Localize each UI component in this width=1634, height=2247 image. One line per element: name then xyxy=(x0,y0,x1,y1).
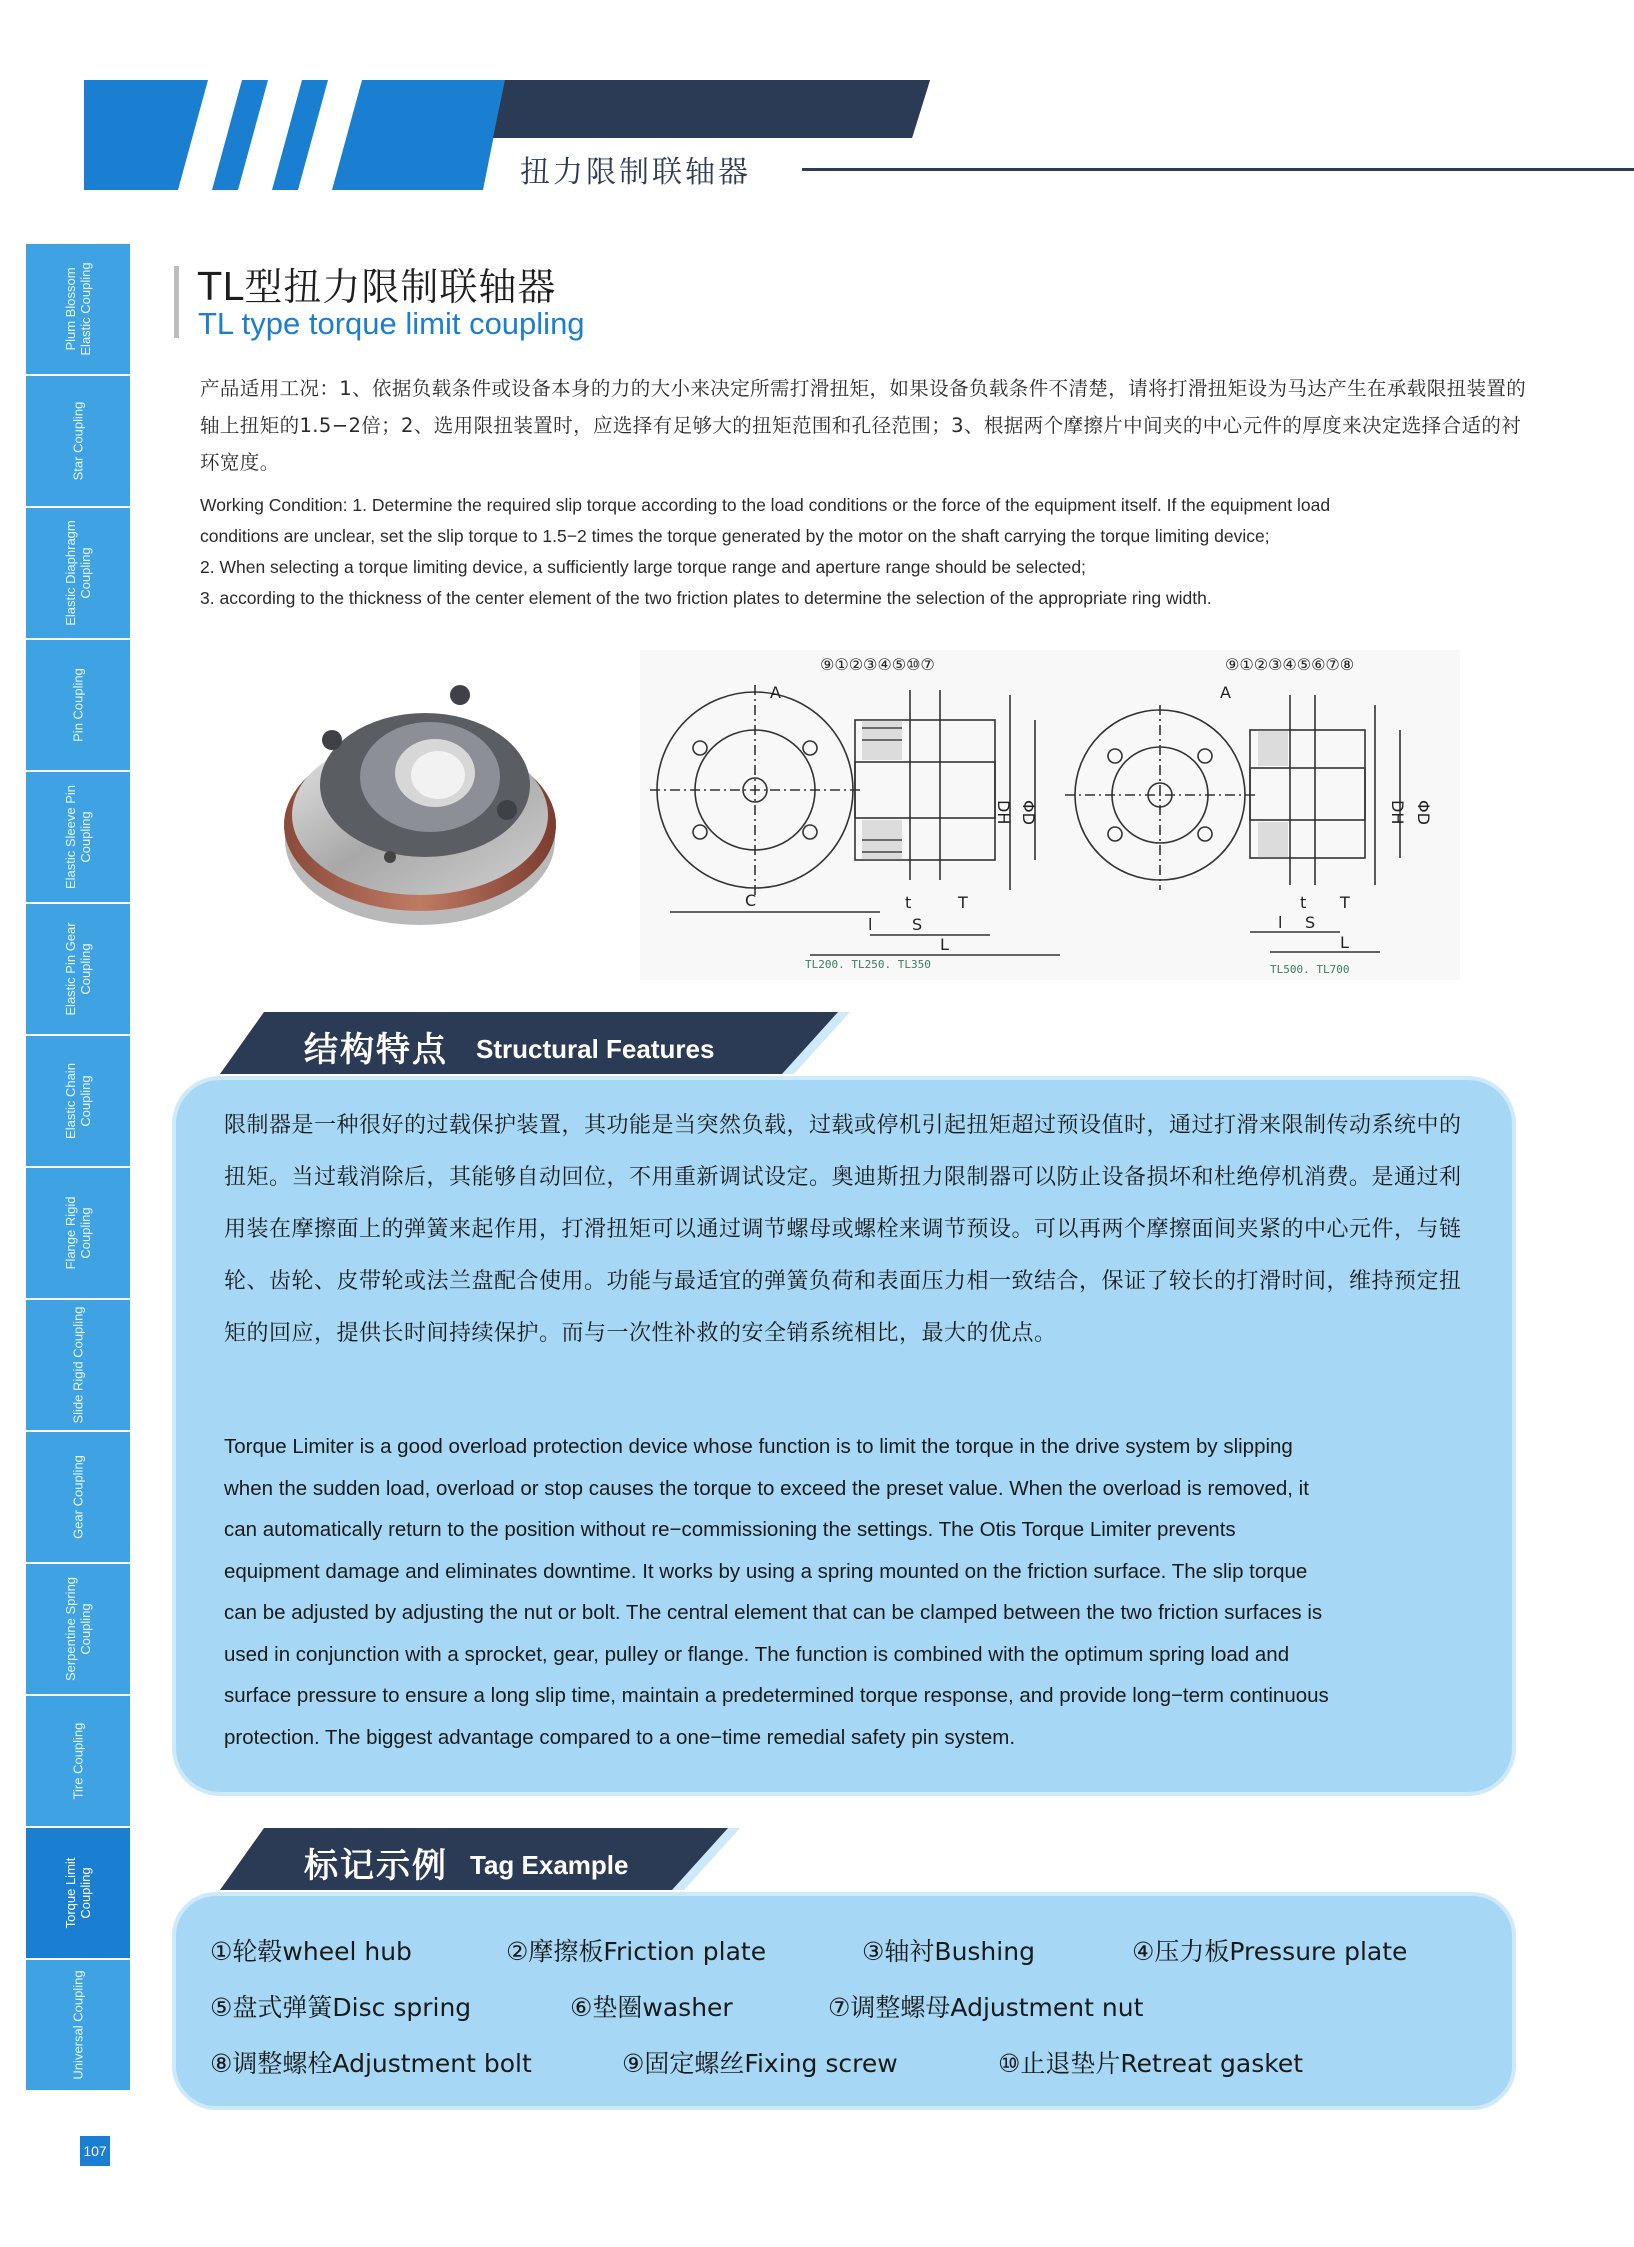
sidebar-item-label: Elastic Diaphragm Coupling xyxy=(63,520,93,626)
tag-item-disc-spring: ⑤盘式弹簧Disc spring xyxy=(210,1993,472,2022)
sidebar-item-tire[interactable] xyxy=(26,1696,130,1826)
drawing-graphic xyxy=(640,650,1460,980)
page-subtitle: TL type torque limit coupling xyxy=(198,306,585,341)
sidebar-item-label: Gear Coupling xyxy=(70,1455,86,1539)
dim-l-right: L xyxy=(1340,933,1349,952)
features-line: can be adjusted by adjusting the nut or bolt. The central element that can be clamped between the two friction surfaces is xyxy=(224,1601,1323,1624)
sidebar-nav xyxy=(26,244,130,2092)
product-photo xyxy=(270,665,570,935)
sidebar-item-label: Pin Coupling xyxy=(70,668,86,742)
sidebar-item-flange-rigid[interactable] xyxy=(26,1168,130,1298)
tags-heading-cn: 标记示例 xyxy=(304,1846,448,1886)
sidebar-item-label: Elastic Pin Gear Coupling xyxy=(63,922,93,1016)
sidebar-item-torque-limit[interactable] xyxy=(26,1828,130,1958)
sidebar-item-label: Tire Coupling xyxy=(70,1722,86,1800)
dim-t-left: t xyxy=(905,893,912,912)
tag-item-adjustment-bolt: ⑧调整螺栓Adjustment bolt xyxy=(210,2049,532,2078)
sidebar-item-elastic-chain[interactable] xyxy=(26,1036,130,1166)
features-heading-en: Structural Features xyxy=(476,1034,715,1064)
tag-item-wheel-hub: ①轮毂wheel hub xyxy=(210,1937,412,1966)
intro-line: 2. When selecting a torque limiting device, a sufficiently large torque range and aperture range should be selected; xyxy=(200,557,1086,577)
sidebar-item-serpentine-spring[interactable] xyxy=(26,1564,130,1694)
callout-numbers-right: ⑨①②③④⑤⑥⑦⑧ xyxy=(1225,655,1355,674)
features-line: surface pressure to ensure a long slip time, maintain a predetermined torque response, and provide long−term continuous xyxy=(224,1684,1329,1707)
sidebar-item-elastic-pin-gear[interactable] xyxy=(26,904,130,1034)
features-line: can automatically return to the position without re−commissioning the settings. The Otis Torque Limiter prevents xyxy=(224,1518,1236,1541)
technical-drawings xyxy=(640,650,1460,980)
dim-d-right: ΦD xyxy=(1414,800,1433,825)
callout-numbers-left: ⑨①②③④⑤⑩⑦ xyxy=(820,655,935,674)
sidebar-item-pin[interactable] xyxy=(26,640,130,770)
sidebar-item-universal[interactable] xyxy=(26,1960,130,2090)
features-line: equipment damage and eliminates downtime. It works by using a spring mounted on the friction surface. The slip torque xyxy=(224,1559,1308,1583)
features-line: protection. The biggest advantage compared to a one−time remedial safety pin system. xyxy=(224,1725,1016,1749)
tag-item-washer: ⑥垫圈washer xyxy=(570,1993,733,2022)
model-label-right: TL500. TL700 xyxy=(1270,963,1350,976)
sidebar-item-label: Star Coupling xyxy=(70,401,86,481)
intro-line: 3. according to the thickness of the center element of the two friction plates to determine the selection of the appropriate ring width. xyxy=(200,588,1212,608)
sidebar-item-plum-blossom[interactable] xyxy=(26,244,130,374)
sidebar-item-label: Flange Rigid Coupling xyxy=(63,1196,93,1270)
sidebar-item-label: Slide Rigid Coupling xyxy=(70,1306,86,1424)
dim-dh-left: DH xyxy=(994,800,1013,825)
header-title: 扭力限制联轴器 xyxy=(520,155,751,190)
dim-l-small-left: l xyxy=(868,915,873,934)
features-line: when the sudden load, overload or stop causes the torque to exceed the preset value. When the overload is removed, it xyxy=(224,1476,1309,1500)
features-line: Torque Limiter is a good overload protection device whose function is to limit the torque in the drive system by slipping xyxy=(224,1435,1293,1458)
dim-T-right: T xyxy=(1340,893,1350,912)
features-heading-cn: 结构特点 xyxy=(304,1030,448,1070)
header-banner xyxy=(0,0,1634,200)
dim-dh-right: DH xyxy=(1388,800,1407,825)
sidebar-item-label: Serpentine Spring Coupling xyxy=(63,1576,93,1682)
dim-c: C xyxy=(745,891,757,910)
features-heading xyxy=(220,1012,850,1074)
sidebar-item-label: Elastic Chain Coupling xyxy=(63,1063,93,1139)
features-panel xyxy=(172,1076,1516,1796)
dim-l-small-right: l xyxy=(1278,913,1283,932)
tags-heading xyxy=(220,1828,740,1890)
sidebar-item-gear[interactable] xyxy=(26,1432,130,1562)
sidebar-item-star[interactable] xyxy=(26,376,130,506)
dim-l-left: L xyxy=(940,935,949,954)
dim-T-left: T xyxy=(958,893,968,912)
intro-line: Working Condition: 1. Determine the required slip torque according to the load conditions or the force of the equipment itself. If the equipment load xyxy=(200,495,1331,515)
intro-text-en xyxy=(200,490,1540,614)
model-label-left: TL200. TL250. TL350 xyxy=(805,958,931,971)
dim-s-right: S xyxy=(1305,913,1316,932)
sidebar-item-label: Torque Limit Coupling xyxy=(63,1857,93,1929)
sidebar-item-elastic-diaphragm[interactable] xyxy=(26,508,130,638)
sidebar-item-slide-rigid[interactable] xyxy=(26,1300,130,1430)
features-text-cn: 限制器是一种很好的过载保护装置，其功能是当突然负载，过载或停机引起扭矩超过预设值时，通过打滑来限制传动系统中的扭矩。当过载消除后，其能够自动回位，不用重新调试设定。奥迪斯扭力限制器可以防止设备损坏和杜绝停机消费。是通过利用装在摩擦面上的弹簧来起作用，打滑扭矩可以通过调节螺母或螺栓来调节预设。可以再两个摩擦面间夹紧的中心元件，与链轮、齿轮、皮带轮或法兰盘配合使用。功能与最适宜的弹簧负荷和表面压力相一致结合，保证了较长的打滑时间，维持预定扭矩的回应，提供长时间持续保护。而与一次性补救的安全销系统相比，最大的优点。 xyxy=(224,1113,1462,1346)
tag-item-retreat-gasket: ⑩止退垫片Retreat gasket xyxy=(998,2049,1304,2078)
tag-item-bushing: ③轴衬Bushing xyxy=(862,1937,1035,1966)
tag-item-pressure-plate: ④压力板Pressure plate xyxy=(1132,1937,1408,1966)
tags-panel xyxy=(172,1892,1516,2110)
page-title: TL型扭力限制联轴器 xyxy=(198,265,557,309)
features-line: used in conjunction with a sprocket, gear, pulley or flange. The function is combined with the optimum spring load and xyxy=(224,1642,1290,1666)
dim-t-right: t xyxy=(1300,893,1307,912)
sidebar-item-label: Universal Coupling xyxy=(70,1970,86,2080)
page-number: 107 xyxy=(80,2136,110,2166)
sidebar-item-label: Plum Blossom Elastic Coupling xyxy=(63,262,93,356)
tag-item-friction-plate: ②摩擦板Friction plate xyxy=(506,1937,767,1966)
sidebar-item-label: Elastic Sleeve Pin Coupling xyxy=(63,784,93,890)
tags-heading-en: Tag Example xyxy=(470,1850,629,1880)
tag-item-adjustment-nut: ⑦调整螺母Adjustment nut xyxy=(828,1993,1144,2022)
dim-a-right: A xyxy=(1220,683,1231,702)
header-divider xyxy=(802,168,1634,171)
intro-text-cn: 产品适用工况：1、依据负载条件或设备本身的力的大小来决定所需打滑扭矩，如果设备负载条件不清楚，请将打滑扭矩设为马达产生在承载限扭装置的轴上扭矩的1.5−2倍；2、选用限扭装置时，应选择有足够大的扭矩范围和孔径范围；3、根据两个摩擦片中间夹的中心元件的厚度来决定选择合适的衬环宽度。 xyxy=(200,377,1527,474)
intro-line: conditions are unclear, set the slip torque to 1.5−2 times the torque generated by the motor on the shaft carrying the torque limiting device; xyxy=(200,526,1270,546)
dim-s-left: S xyxy=(912,915,923,934)
dim-a-left: A xyxy=(770,683,781,702)
dim-d-left: ΦD xyxy=(1019,800,1038,825)
sidebar-item-elastic-sleeve-pin[interactable] xyxy=(26,772,130,902)
tag-item-fixing-screw: ⑨固定螺丝Fixing screw xyxy=(622,2049,898,2078)
features-text-en xyxy=(224,1426,1484,1758)
title-accent-bar xyxy=(174,266,179,338)
